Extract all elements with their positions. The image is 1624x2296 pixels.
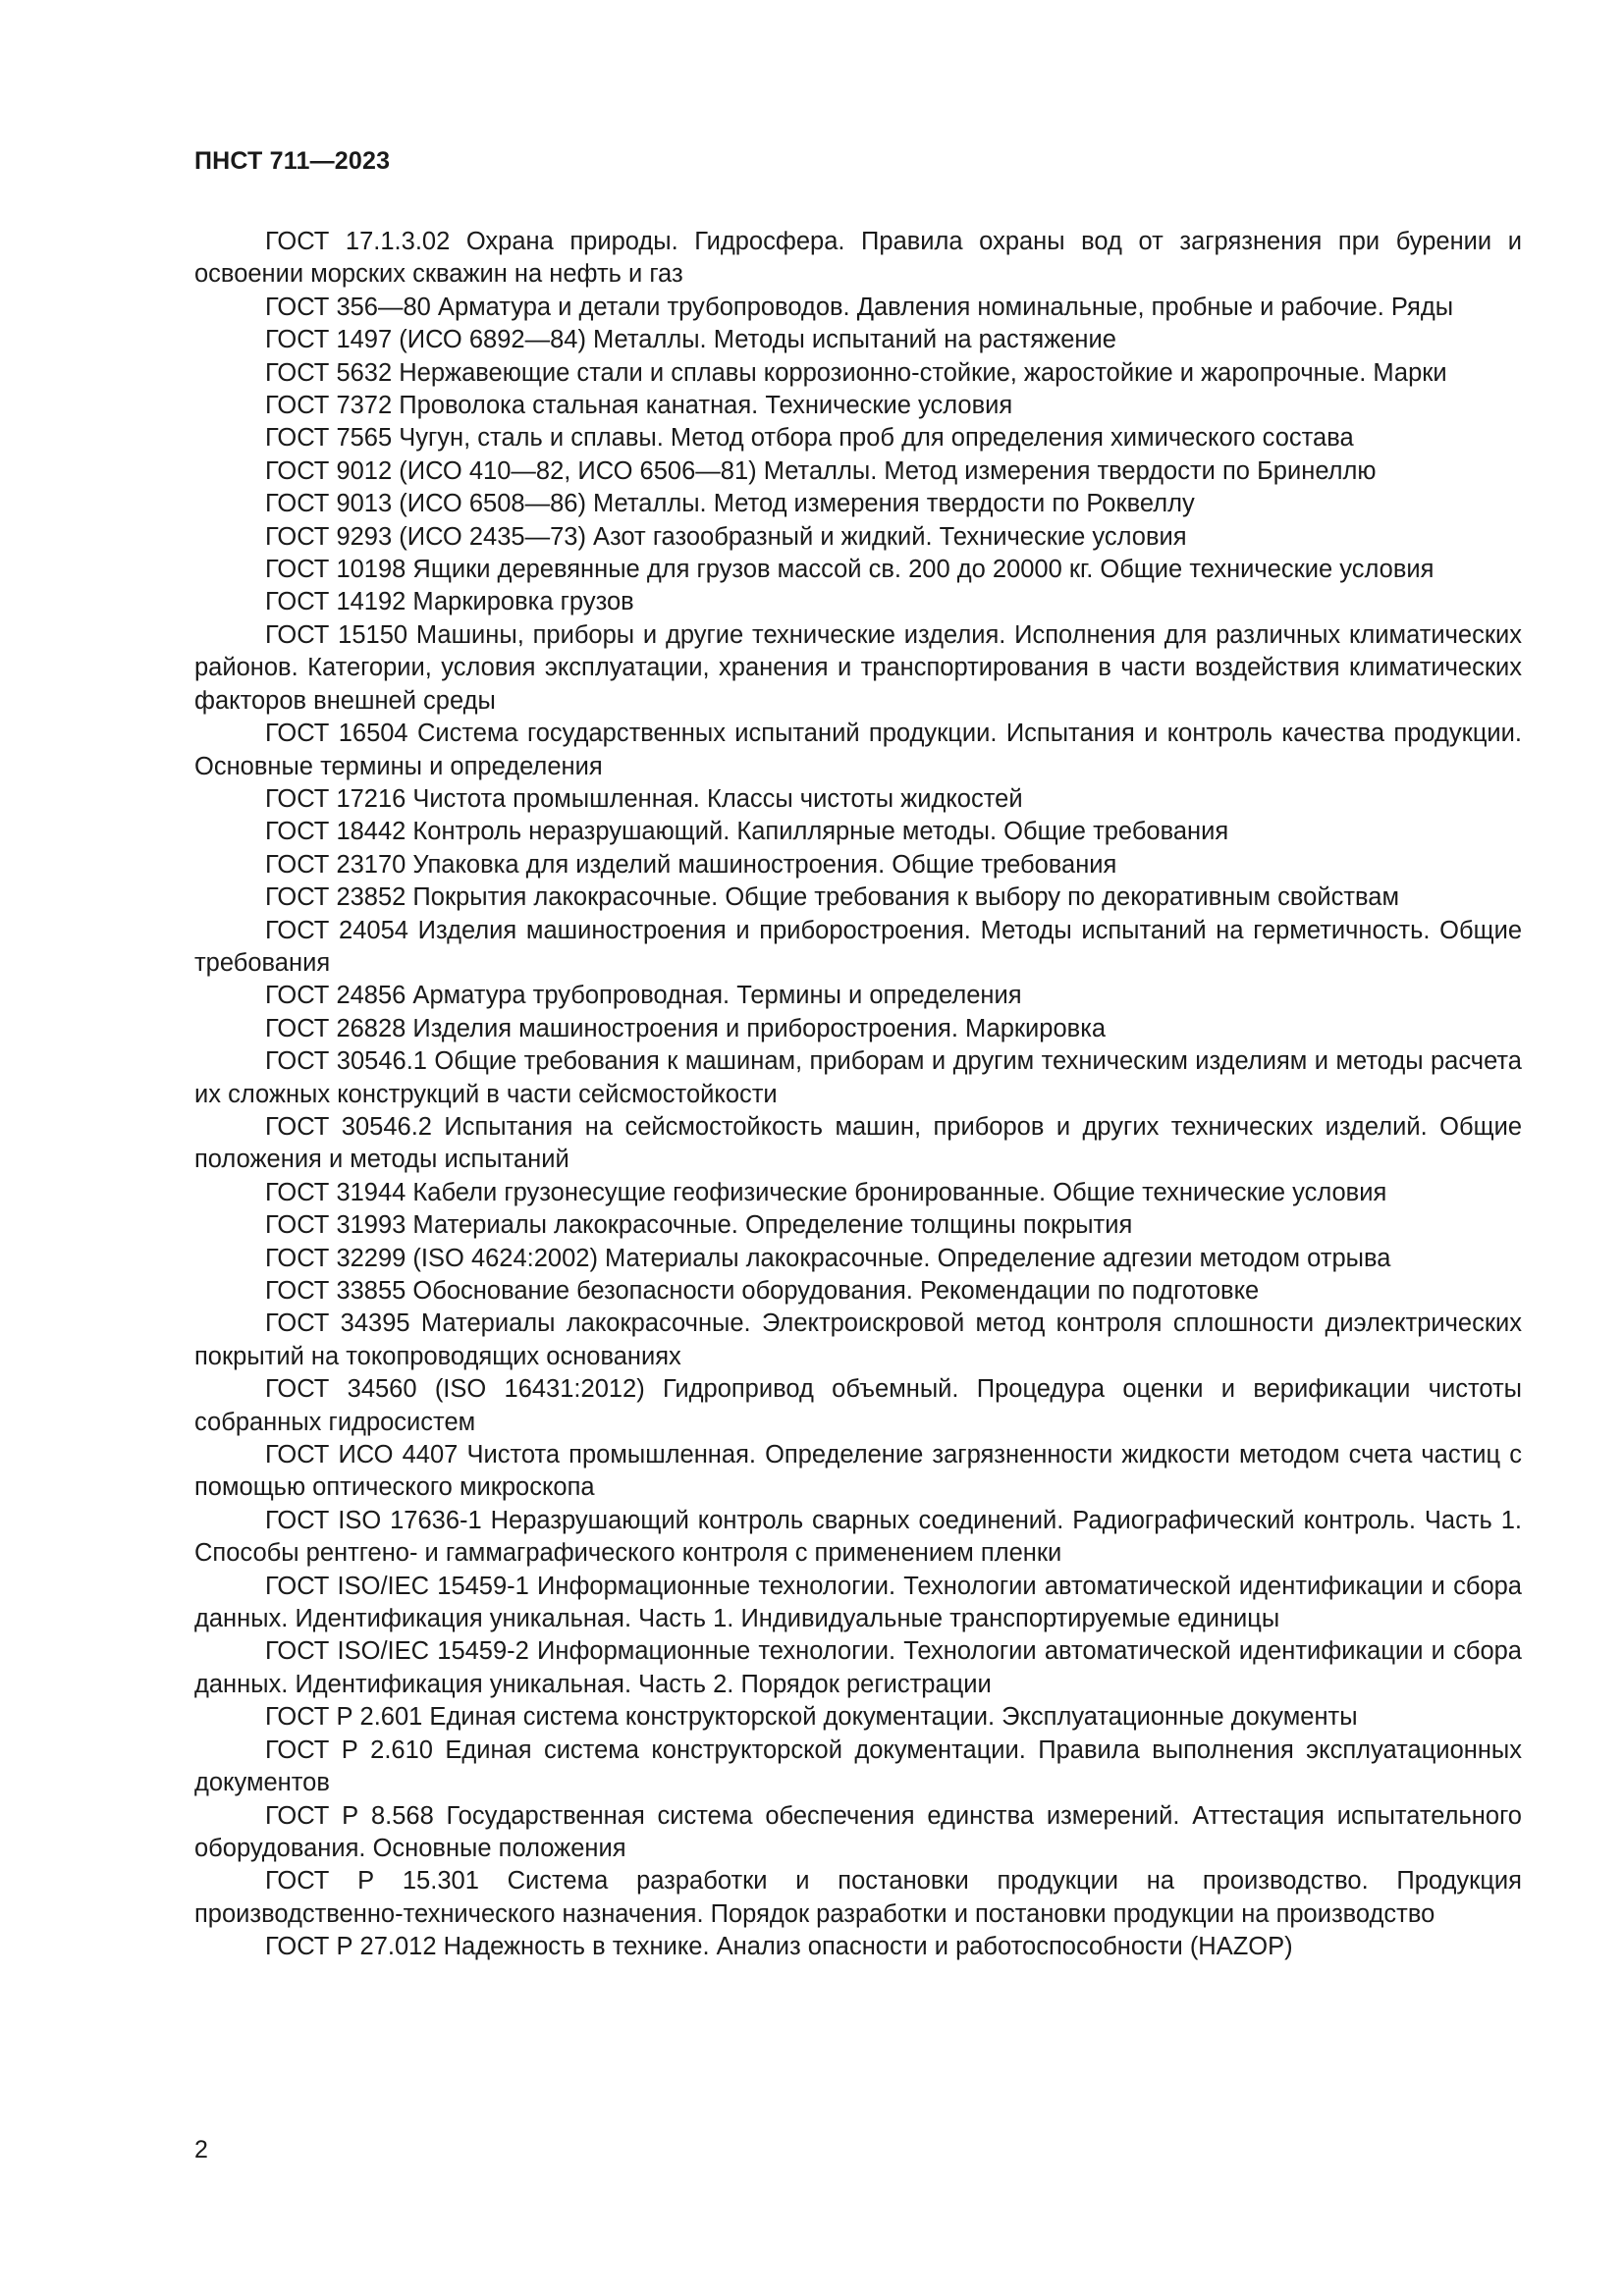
reference-item: ГОСТ 32299 (ISO 4624:2002) Материалы лакокрасочные. Определение адгезии методом отрыва (265, 1244, 1391, 1272)
reference-item: ГОСТ 9013 (ИСО 6508—86) Металлы. Метод измерения твердости по Роквеллу (265, 490, 1195, 518)
reference-item: ГОСТ Р 2.610 Единая система конструкторской документации. Правила выполнения эксплуатационных документов (194, 1735, 1522, 1797)
reference-item: ГОСТ 34560 (ISO 16431:2012) Гидропривод объемный. Процедура оценки и верификации чистоты собранных гидросистем (194, 1375, 1522, 1436)
reference-item: ГОСТ Р 27.012 Надежность в технике. Анализ опасности и работоспособности (HAZOP) (265, 1933, 1293, 1961)
reference-item: ГОСТ 356—80 Арматура и детали трубопроводов. Давления номинальные, пробные и рабочие. Ряды (265, 293, 1454, 321)
reference-item: ГОСТ 9293 (ИСО 2435—73) Азот газообразный и жидкий. Технические условия (265, 522, 1187, 551)
reference-item: ГОСТ 15150 Машины, приборы и другие технические изделия. Исполнения для различных климатических районов. Категории, условия эксплуатации, хранения и транспортирования в части воздействия климатических факторов внешней среды (194, 620, 1522, 715)
reference-item: ГОСТ 14192 Маркировка грузов (265, 588, 634, 616)
reference-item: ГОСТ 16504 Система государственных испытаний продукции. Испытания и контроль качества продукции. Основные термины и определения (194, 720, 1522, 780)
reference-item: ГОСТ 31993 Материалы лакокрасочные. Определение толщины покрытия (265, 1211, 1133, 1240)
reference-item: ГОСТ 17.1.3.02 Охрана природы. Гидросфера. Правила охраны вод от загрязнения при бурении и освоении морских скважин на нефть и газ (194, 228, 1522, 289)
reference-item: ГОСТ 23852 Покрытия лакокрасочные. Общие требования к выбору по декоративным свойствам (265, 883, 1400, 912)
reference-item: ГОСТ Р 8.568 Государственная система обеспечения единства измерений. Аттестация испытательного оборудования. Основные положения (194, 1801, 1522, 1862)
page-number: 2 (194, 2136, 208, 2163)
reference-item: ГОСТ 17216 Чистота промышленная. Классы чистоты жидкостей (265, 784, 1023, 813)
reference-item: ГОСТ 34395 Материалы лакокрасочные. Электроискровой метод контроля сплошности диэлектрических покрытий на токопроводящих основаниях (194, 1309, 1522, 1370)
reference-item: ГОСТ 33855 Обоснование безопасности оборудования. Рекомендации по подготовке (265, 1277, 1260, 1305)
reference-item: ГОСТ 24054 Изделия машиностроения и приборостроения. Методы испытаний на герметичность. Общие требования (194, 916, 1522, 977)
reference-item: ГОСТ ISO/IEC 15459-2 Информационные технологии. Технологии автоматической идентификации и сбора данных. Идентификация уникальная. Часть 2. Порядок регистрации (194, 1637, 1522, 1698)
reference-item: ГОСТ 24856 Арматура трубопроводная. Термины и определения (265, 982, 1022, 1010)
document-code-header: ПНСТ 711—2023 (194, 147, 391, 175)
reference-item: ГОСТ 5632 Нержавеющие стали и сплавы коррозионно-стойкие, жаростойкие и жаропрочные. Марки (265, 358, 1447, 387)
reference-item: ГОСТ 1497 (ИСО 6892—84) Металлы. Методы испытаний на растяжение (265, 326, 1116, 354)
reference-item: ГОСТ 30546.1 Общие требования к машинам, приборам и другим техническим изделиям и методы расчета их сложных конструкций в части сейсмостойкости (194, 1047, 1522, 1108)
reference-item: ГОСТ 23170 Упаковка для изделий машиностроения. Общие требования (265, 850, 1117, 879)
normative-references-list (194, 226, 1522, 1964)
reference-item: ГОСТ Р 2.601 Единая система конструкторской документации. Эксплуатационные документы (265, 1703, 1358, 1732)
reference-item: ГОСТ 30546.2 Испытания на сейсмостойкость машин, приборов и других технических изделий. Общие положения и методы испытаний (194, 1112, 1522, 1174)
reference-item: ГОСТ ISO 17636-1 Неразрушающий контроль сварных соединений. Радиографический контроль. Часть 1. Способы рентгено- и гаммаграфического контроля с применением пленки (194, 1506, 1522, 1568)
reference-item: ГОСТ 18442 Контроль неразрушающий. Капиллярные методы. Общие требования (265, 818, 1229, 846)
reference-item: ГОСТ 26828 Изделия машиностроения и приборостроения. Маркировка (265, 1014, 1107, 1042)
reference-item: ГОСТ ISO/IEC 15459-1 Информационные технологии. Технологии автоматической идентификации и сбора данных. Идентификация уникальная. Часть 1. Индивидуальные транспортируемые единицы (194, 1572, 1522, 1633)
reference-item: ГОСТ Р 15.301 Система разработки и постановки продукции на производство. Продукция производственно-технического назначения. Порядок разработки и постановки продукции на производство (194, 1867, 1522, 1928)
reference-item: ГОСТ ИСО 4407 Чистота промышленная. Определение загрязненности жидкости методом счета частиц с помощью оптического микроскопа (194, 1441, 1522, 1502)
reference-item: ГОСТ 9012 (ИСО 410—82, ИСО 6506—81) Металлы. Метод измерения твердости по Бринеллю (265, 456, 1377, 485)
reference-item: ГОСТ 7372 Проволока стальная канатная. Технические условия (265, 392, 1013, 420)
reference-item: ГОСТ 10198 Ящики деревянные для грузов массой св. 200 до 20000 кг. Общие технические условия (265, 556, 1435, 584)
reference-item: ГОСТ 7565 Чугун, сталь и сплавы. Метод отбора проб для определения химического состава (265, 424, 1354, 453)
reference-item: ГОСТ 31944 Кабели грузонесущие геофизические бронированные. Общие технические условия (265, 1178, 1387, 1206)
